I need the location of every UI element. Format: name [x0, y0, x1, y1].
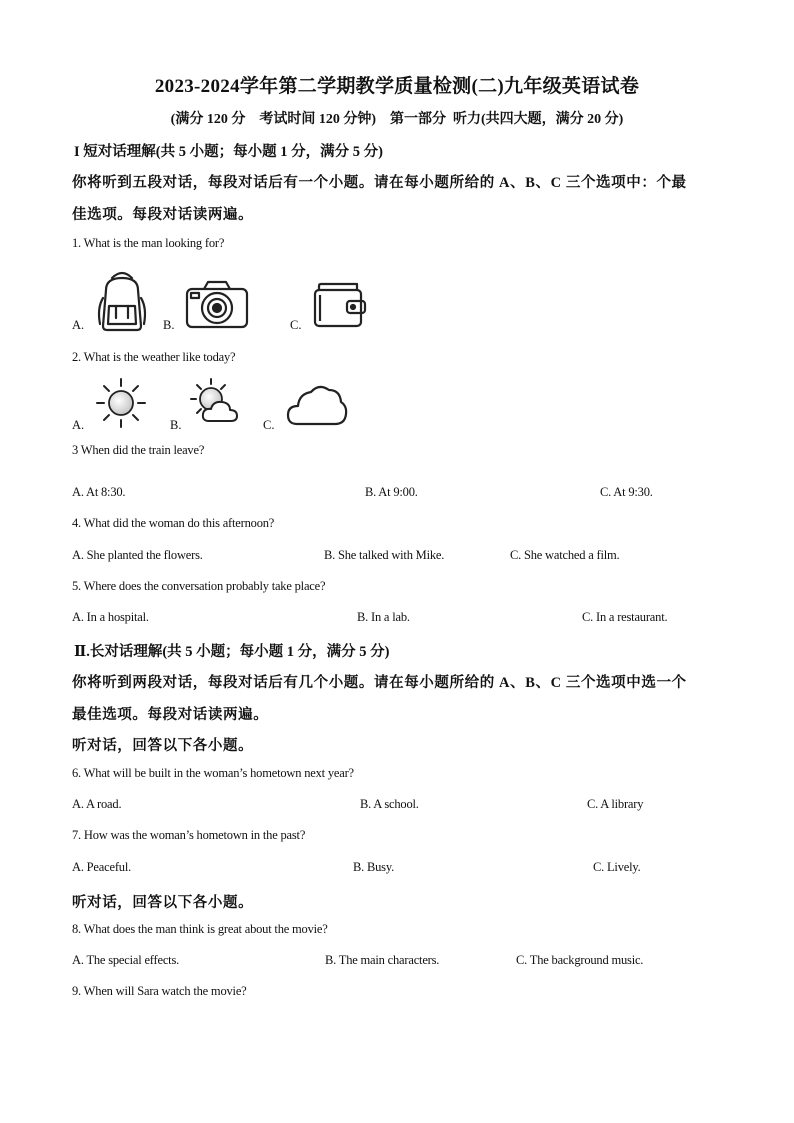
- q5-option-c: C. In a restaurant.: [582, 610, 668, 624]
- section-1-instructions-line2: 佳选项。每段对话读两遍。: [72, 207, 254, 223]
- q8-option-c: C. The background music.: [516, 953, 644, 967]
- q2-option-b-label: B.: [170, 418, 182, 432]
- q6-option-b: B. A school.: [360, 797, 419, 811]
- backpack-icon: [94, 268, 150, 332]
- q6-option-c: C. A library: [587, 797, 644, 811]
- question-2: 2. What is the weather like today?: [72, 350, 236, 364]
- q2-option-c-label: C.: [263, 418, 275, 432]
- q7-option-b: B. Busy.: [353, 860, 395, 874]
- section-1-instructions-line1: 你将听到五段对话，每段对话后有一个小题。请在每小题所给的 A、B、C 三个选项中：个最: [72, 175, 687, 191]
- question-9: 9. When will Sara watch the movie?: [72, 984, 247, 998]
- question-3: 3 When did the train leave?: [72, 443, 205, 457]
- listen-prompt-2: 听对话，回答以下各小题。: [72, 895, 254, 911]
- sun-cloud-icon: [189, 377, 241, 427]
- q4-option-a: A. She planted the flowers.: [72, 548, 203, 562]
- question-5: 5. Where does the conversation probably take place?: [72, 579, 326, 593]
- q1-option-c-label: C.: [290, 318, 302, 332]
- page-title: 2023-2024学年第二学期教学质量检测(二)九年级英语试卷: [154, 76, 640, 97]
- q7-option-c: C. Lively.: [593, 860, 641, 874]
- question-7: 7. How was the woman’s hometown in the past?: [72, 828, 306, 842]
- q7-option-a: A. Peaceful.: [72, 860, 132, 874]
- section-2-instructions-line2: 最佳选项。每段对话读两遍。: [72, 707, 269, 723]
- q3-option-c: C. At 9:30.: [600, 485, 653, 499]
- q1-option-a-label: A.: [72, 318, 85, 332]
- question-1: 1. What is the man looking for?: [72, 236, 225, 250]
- sun-icon: [95, 377, 147, 429]
- section-2-heading: Ⅱ.长对话理解(共 5 小题；每小题 1 分，满分 5 分): [74, 644, 390, 660]
- q8-option-a: A. The special effects.: [72, 953, 180, 967]
- q5-option-a: A. In a hospital.: [72, 610, 149, 624]
- cloud-icon: [285, 382, 349, 428]
- q4-option-b: B. She talked with Mike.: [324, 548, 445, 562]
- q5-option-b: B. In a lab.: [357, 610, 410, 624]
- q2-option-a-label: A.: [72, 418, 85, 432]
- camera-icon: [184, 280, 250, 330]
- section-2-instructions-line1: 你将听到两段对话，每段对话后有几个小题。请在每小题所给的 A、B、C 三个选项中选一个: [72, 675, 687, 691]
- q4-option-c: C. She watched a film.: [510, 548, 620, 562]
- q1-option-b-label: B.: [163, 318, 175, 332]
- q6-option-a: A. A road.: [72, 797, 122, 811]
- q3-option-a: A. At 8:30.: [72, 485, 126, 499]
- question-8: 8. What does the man think is great about the movie?: [72, 922, 328, 936]
- question-6: 6. What will be built in the woman’s hometown next year?: [72, 766, 354, 780]
- listen-prompt-1: 听对话，回答以下各小题。: [72, 738, 254, 754]
- page-subtitle: (满分 120 分 考试时间 120 分钟) 第一部分 听力(共四大题，满分 20 分): [170, 112, 624, 127]
- q3-option-b: B. At 9:00.: [365, 485, 418, 499]
- question-4: 4. What did the woman do this afternoon?: [72, 516, 275, 530]
- q8-option-b: B. The main characters.: [325, 953, 440, 967]
- wallet-icon: [313, 280, 367, 328]
- section-1-heading: I 短对话理解(共 5 小题；每小题 1 分，满分 5 分): [74, 144, 383, 160]
